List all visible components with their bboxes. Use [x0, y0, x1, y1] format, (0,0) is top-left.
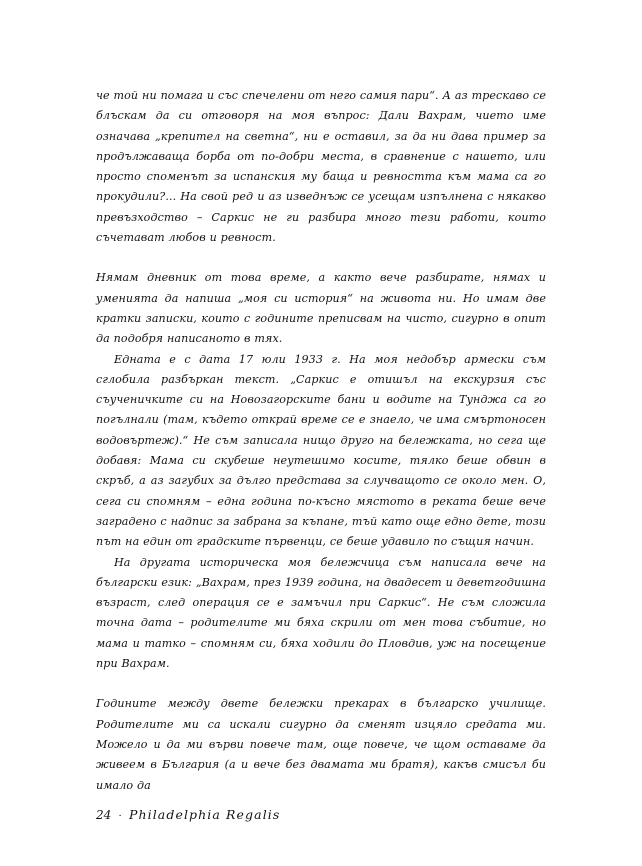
- running-title: Philadelphia Regalis: [128, 807, 281, 822]
- page-number: 24: [96, 808, 112, 822]
- paragraph: Годините между двете бележки прекарах в българско училище. Родителите ми са искали сигурно да сменят изцяло средата ми. Можело и да ми върви повече там, още повече, че щом оставаме да живеем в България (а и вече без двамата ми братя), какъв смисъл би имало да: [96, 697, 546, 792]
- paragraph: Нямам дневник от това време, а както вече разбирате, нямах и уменията да напиша „моя си история“ на живота ни. Но имам две кратки записки, които с годините преписвам на чисто, сигурно в опит да подобря написаното в тях.: [96, 271, 546, 346]
- body-text-column: [96, 86, 546, 796]
- page-footer: [96, 807, 280, 822]
- paragraph: На другата историческа моя бележчица съм написала вече на български език: „Вахрам, през 1939 година, на двадесет и деветгодишна възраст, след операция се е замъчил при Саркис“. Не съм сложила точна дата – родителите ми бяха скрили от мен това събитие, но мама и татко – спомням си, бяха ходили до Пловдив, уж на посещение при Вахрам.: [96, 555, 546, 671]
- paragraph: че той ни помага и със спечелени от него самия пари“. А аз трескаво се блъскам да си отговоря на моя въпрос: Дали Вахрам, чието име означава „крепител на светна“, ни е оставил, за да ни дава пример за продължаваща борба от по-добри места, в сравнение с нашето, или просто споменът за испанския му баща и ревността към мама са го прокудили?... На свой ред и аз изведнъж се усещам изпълнена с някакво превъзходство – Саркис не ги разбира много тези работи, които съчетават любов и ревност.: [96, 89, 546, 245]
- footer-separator: ·: [118, 810, 122, 822]
- paragraph: Едната е с дата 17 юли 1933 г. На моя недобър армески съм сглобила разбъркан текст. „Саркис е отишъл на екскурзия със съученичките си на Новозагорските бани и водите на Тунджа са го погълнали (там, където открай време се е знаело, че има смъртоносен водовъртеж).“ Не съм записала нищо друго на бележката, но сега ще добавя: Мама си скубеше неутешимо косите, тялко беше обвин в скръб, а аз загубих за дълго представа за случващото се около мен. О, сега си спомням – една година по-късно мястото в реката беше вече заградено с надпис за забрана за къпане, тъй като още едно дете, този път на един от градските първенци, се беше удавило по същия начин.: [96, 352, 546, 549]
